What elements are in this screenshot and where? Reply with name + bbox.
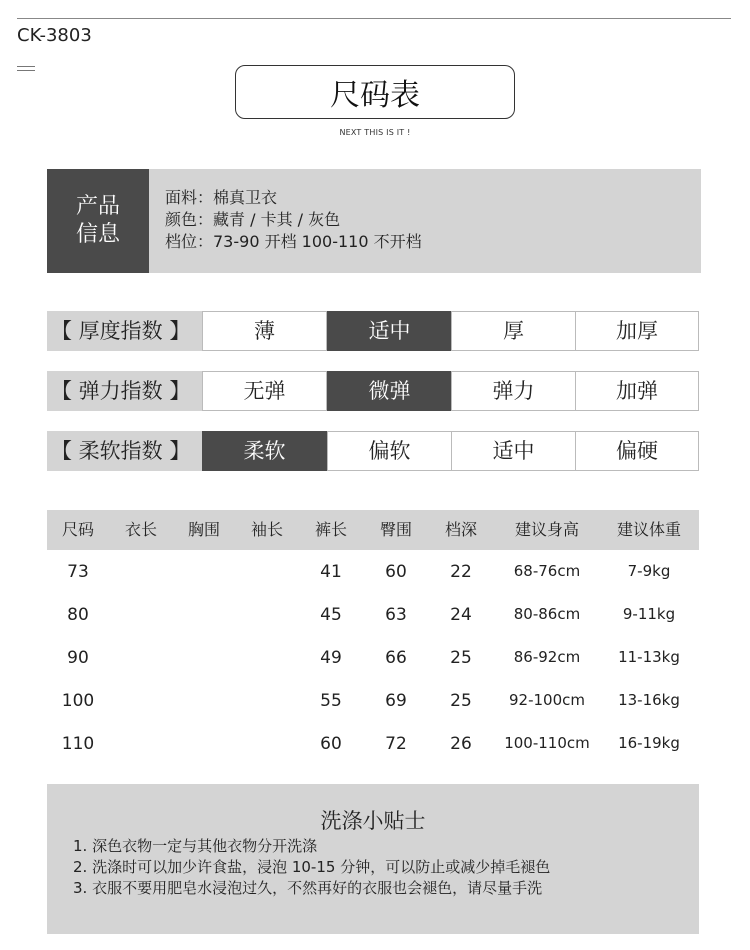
- tip-item: 3. 衣服不要用肥皂水浸泡过久，不然再好的衣服也会褪色，请尽量手洗: [73, 879, 543, 897]
- index-row: [47, 311, 699, 351]
- product-info-panel: [47, 169, 701, 273]
- product-info-label-line2: 信息: [75, 222, 120, 247]
- table-cell: 63: [385, 605, 407, 625]
- index-option: 加厚: [575, 311, 699, 351]
- table-cell: 25: [450, 648, 472, 668]
- table-cell: 9-11kg: [622, 605, 676, 623]
- table-header-cell: 胸围: [187, 520, 220, 539]
- table-cell: 55: [320, 691, 342, 711]
- table-cell: 69: [385, 691, 407, 711]
- table-cell: 26: [450, 734, 472, 754]
- table-header-cell: 袖长: [250, 520, 283, 539]
- table-header-cell: 臀围: [379, 520, 412, 539]
- index-row: [47, 431, 699, 471]
- index-label: 【 弹力指数 】: [47, 371, 202, 411]
- table-cell: 11-13kg: [618, 648, 680, 666]
- index-option: 无弹: [202, 371, 327, 411]
- index-option: 微弹: [327, 371, 452, 411]
- table-cell: 13-16kg: [618, 691, 680, 709]
- fabric-line: 面料：棉真卫衣: [165, 188, 278, 207]
- washing-tips-title: 洗涤小贴士: [320, 809, 426, 833]
- washing-tips-list: [73, 836, 550, 899]
- table-header-cell: 裤长: [314, 520, 347, 539]
- table-cell: 100-110cm: [504, 734, 590, 752]
- table-cell: 110: [61, 734, 95, 754]
- color-line: 颜色：藏青 / 卡其 / 灰色: [165, 210, 341, 229]
- table-cell: 66: [385, 648, 407, 668]
- product-info-label: [47, 169, 149, 273]
- product-info-details: [165, 187, 422, 253]
- table-cell: 80-86cm: [513, 605, 581, 623]
- table-cell: 92-100cm: [509, 691, 585, 709]
- index-option: 薄: [202, 311, 327, 351]
- tip-item: 2. 洗涤时可以加少许食盐，浸泡 10-15 分钟，可以防止或减少掉毛褪色: [73, 858, 551, 876]
- page-subtitle: NEXT THIS IS IT !: [339, 128, 411, 137]
- table-header-cell: 档深: [444, 520, 477, 539]
- table-cell: 25: [450, 691, 472, 711]
- table-cell: 90: [67, 648, 89, 668]
- gear-line: 档位：73-90 开档 100-110 不开档: [165, 232, 422, 251]
- washing-tips-panel: [47, 784, 699, 934]
- table-header-cell: 建议体重: [616, 520, 681, 539]
- product-info-label-line1: 产品: [75, 194, 120, 219]
- table-header-cell: 尺码: [61, 520, 94, 539]
- table-header-cell: 衣长: [124, 520, 157, 539]
- table-cell: 41: [320, 562, 342, 582]
- index-option: 柔软: [202, 431, 327, 471]
- table-cell: 100: [61, 691, 95, 711]
- table-cell: 72: [385, 734, 407, 754]
- table-cell: 22: [450, 562, 472, 582]
- table-header-cell: 建议身高: [514, 520, 579, 539]
- table-cell: 80: [67, 605, 89, 625]
- table-cell: 24: [450, 605, 472, 625]
- index-label: 【 柔软指数 】: [47, 431, 202, 471]
- table-cell: 60: [385, 562, 407, 582]
- page-title: 尺码表: [235, 65, 515, 119]
- index-label: 【 厚度指数 】: [47, 311, 202, 351]
- index-option: 偏软: [327, 431, 452, 471]
- table-cell: 16-19kg: [618, 734, 680, 752]
- index-option: 适中: [327, 311, 452, 351]
- table-cell: 60: [320, 734, 342, 754]
- table-cell: 7-9kg: [627, 562, 671, 580]
- table-cell: 86-92cm: [513, 648, 581, 666]
- index-option: 偏硬: [575, 431, 699, 471]
- table-cell: 73: [67, 562, 89, 582]
- top-divider: [17, 18, 731, 19]
- table-cell: 49: [320, 648, 342, 668]
- table-cell: 45: [320, 605, 342, 625]
- menu-icon: [17, 66, 35, 72]
- index-row: [47, 371, 699, 411]
- index-option: 适中: [451, 431, 576, 471]
- index-option: 厚: [451, 311, 576, 351]
- table-cell: 68-76cm: [513, 562, 581, 580]
- product-code: CK-3803: [17, 25, 92, 46]
- tip-item: 1. 深色衣物一定与其他衣物分开洗涤: [73, 837, 318, 855]
- index-option: 加弹: [575, 371, 699, 411]
- index-option: 弹力: [451, 371, 576, 411]
